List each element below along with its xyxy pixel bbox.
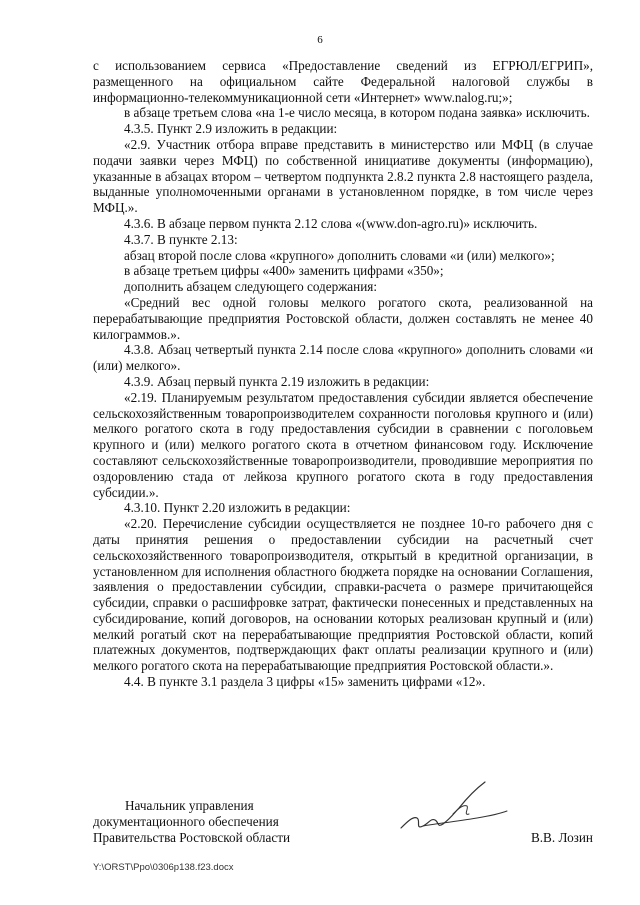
page-number: 6 [317,34,323,46]
paragraph: «2.19. Планируемым результатом предоставления субсидии является обеспечение сельскохозяйственным товаропроизводителем сохранности поголовья крупного и (или) мелкого рогатого скота в году предоставления субсидии в сравнении с поголовьем крупного и (или) мелкого рогатого скота в отчетном финансовом году. Исключение составляют сельскохозяйственные товаропроизводители, проводившие мероприятия по оздоровлению стада от лейкоза крупного рогатого скота в году предоставления субсидии.». [93,389,593,500]
paragraph: 4.3.6. В абзаце первом пункта 2.12 слова «(www.don-agro.ru)» исключить. [124,215,538,231]
paragraph: «2.20. Перечисление субсидии осуществляется не позднее 10-го рабочего дня с даты принятия решения о предоставлении субсидии на расчетный счет сельскохозяйственного товаропроизводителя, открытый в кредитной организации, в установленном для исполнения областного бюджета порядке на основании Соглашения, заявления о предоставлении субсидии, справки-расчета о размере причитающейся субсидии, справки о расшифровке затрат, фактически понесенных и представленных на субсидирование, копий договоров, на основании которых реализован крупный и (или) мелкий рогатый скот на перерабатывающие предприятия Ростовской области, копий платежных документов, подтверждающих факт оплаты реализации крупного и (или) мелкого рогатого скота на перерабатывающие предприятия Ростовской области.». [93,516,593,674]
document-body [93,58,593,690]
paragraph: «Средний вес одной головы мелкого рогатого скота, реализованной на перерабатывающие предприятия Ростовской области, должен составлять не менее 40 килограммов.». [93,294,593,342]
paragraph: 4.4. В пункте 3.1 раздела 3 цифры «15» заменить цифрами «12». [124,674,486,690]
paragraph: абзац второй после слова «крупного» дополнить словами «и (или) мелкого»; [124,247,555,263]
signatory-title-line: документационного обеспечения [93,813,279,829]
paragraph: дополнить абзацем следующего содержания: [124,279,378,295]
paragraph: 4.3.5. Пункт 2.9 изложить в редакции: [124,121,338,137]
handwritten-signature-icon [393,778,513,840]
paragraph: 4.3.10. Пункт 2.20 изложить в редакции: [124,500,351,516]
signatory-title-line: Начальник управления [125,798,254,813]
signatory-title [93,798,353,845]
signatory-name: В.В. Лозин [530,830,593,845]
paragraph: с использованием сервиса «Предоставление сведений из ЕГРЮЛ/ЕГРИП», размещенного на официальном сайте Федеральной налоговой службы в информационно-телекоммуникационной сети «Интернет» www.nalog.ru;»; [93,58,593,105]
paragraph: «2.9. Участник отбора вправе представить в министерство или МФЦ (в случае подачи заявки через МФЦ) по собственной инициативе документы (информацию), указанные в абзацах втором – четвертом подпункта 2.8.2 пункта 2.8 настоящего раздела, выданные уполномоченными органами в установленном порядке, в том числе через МФЦ.». [93,136,593,216]
paragraph: в абзаце третьем слова «на 1-е число месяца, в котором подана заявка» исключить. [124,105,590,121]
paragraph: в абзаце третьем цифры «400» заменить цифрами «350»; [124,263,444,279]
file-path-footer: Y:\ORST\Ppo\0306p138.f23.docx [93,862,234,873]
paragraph: 4.3.8. Абзац четвертый пункта 2.14 после слова «крупного» дополнить словами «и (или) мелкого». [93,342,593,374]
paragraph: 4.3.7. В пункте 2.13: [124,231,238,247]
signatory-title-line: Правительства Ростовской области [93,829,291,845]
paragraph: 4.3.9. Абзац первый пункта 2.19 изложить в редакции: [124,373,430,389]
